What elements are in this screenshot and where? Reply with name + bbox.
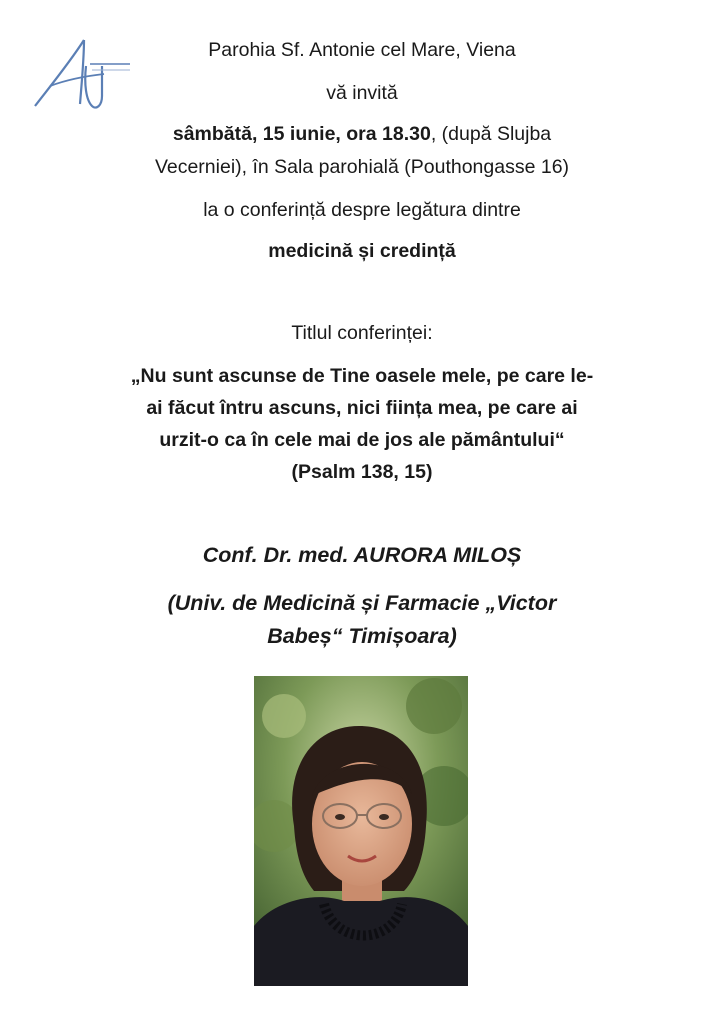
date-line xyxy=(0,120,724,148)
quote-line: ai făcut întru ascuns, nici ființa mea, pe care ai xyxy=(146,397,578,419)
topic-line: medicină și credință xyxy=(268,240,456,262)
date-time: sâmbătă, 15 iunie, ora 18.30 xyxy=(172,123,431,145)
speaker-portrait xyxy=(254,676,468,986)
conference-title-label: Titlul conferinței: xyxy=(291,322,433,344)
parish-name: Parohia Sf. Antonie cel Mare, Viena xyxy=(208,39,516,61)
speaker-affiliation: Babeș“ Timișoara) xyxy=(267,624,457,648)
date-note: , (după Slujba xyxy=(430,123,552,145)
intro-line: la o conferință despre legătura dintre xyxy=(203,199,521,221)
speaker-name: Conf. Dr. med. AURORA MILOȘ xyxy=(202,543,522,567)
quote-line: „Nu sunt ascunse de Tine oasele mele, pe care le- xyxy=(130,365,594,387)
quote-line: urzit-o ca în cele mai de jos ale pământului“ xyxy=(159,429,565,451)
location-line: Vecerniei), în Sala parohială (Pouthongasse 16) xyxy=(154,156,570,178)
invitation-text: vă invită xyxy=(326,82,398,104)
psalm-reference: (Psalm 138, 15) xyxy=(291,461,433,483)
speaker-affiliation: (Univ. de Medicină și Farmacie „Victor xyxy=(167,591,557,615)
